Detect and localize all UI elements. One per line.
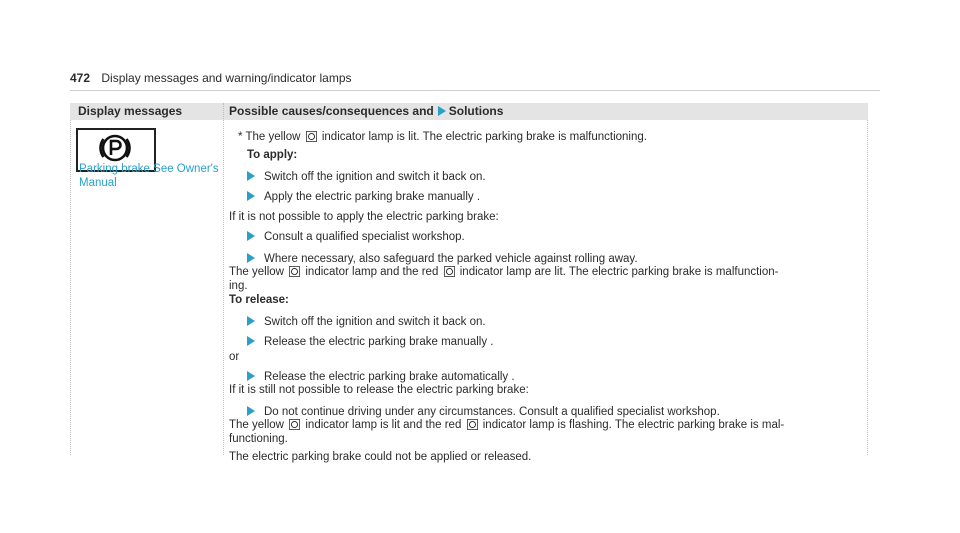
parking-brake-icon	[289, 419, 300, 430]
list-item: Consult a qualified specialist workshop.	[247, 231, 465, 245]
table-header	[70, 103, 868, 120]
page-header	[70, 70, 880, 91]
arrow-right-icon	[247, 336, 255, 346]
arrow-right-icon	[247, 191, 255, 201]
col-header-causes	[229, 103, 503, 120]
divider	[223, 103, 224, 455]
section-heading: To release:	[229, 294, 289, 306]
arrow-right-icon	[247, 371, 255, 381]
text-line: functioning.	[229, 433, 288, 445]
arrow-right-icon	[247, 316, 255, 326]
list-item: Switch off the ignition and switch it back on.	[247, 171, 486, 185]
text-line: ing.	[229, 280, 248, 292]
list-item: Apply the electric parking brake manually .	[247, 191, 480, 205]
text-line: or	[229, 351, 240, 363]
arrow-right-icon	[247, 231, 255, 241]
divider	[867, 120, 868, 455]
page-title: Display messages and warning/indicator lamps	[101, 71, 352, 85]
messages-table	[70, 103, 868, 463]
parking-brake-icon	[306, 131, 317, 142]
list-item: Switch off the ignition and switch it back on.	[247, 316, 486, 330]
list-item: Release the electric parking brake manually .	[247, 336, 493, 350]
section-heading: To apply:	[247, 149, 298, 161]
parking-brake-icon	[444, 266, 455, 277]
text-line: The electric parking brake could not be applied or released.	[229, 451, 532, 463]
parking-brake-link[interactable]: Parking brake See Owner's Manual	[79, 163, 219, 189]
text-line: If it is still not possible to release the electric parking brake:	[229, 384, 529, 396]
parking-brake-icon	[467, 419, 478, 430]
col-header-causes-text: Possible causes/consequences and	[229, 104, 434, 118]
page-number: 472	[70, 71, 91, 85]
text-line: The yellow indicator lamp and the red indicator lamp are lit. The electric parking brake is malfunction-	[229, 266, 779, 278]
list-item: Where necessary, also safeguard the parked vehicle against rolling away.	[247, 253, 638, 267]
arrow-right-icon	[438, 106, 446, 116]
col-header-solutions-text: Solutions	[448, 104, 504, 118]
col-header-display-messages: Display messages	[78, 104, 183, 118]
arrow-right-icon	[247, 253, 255, 263]
arrow-right-icon	[247, 171, 255, 181]
divider	[70, 120, 71, 455]
list-item: Do not continue driving under any circumstances. Consult a qualified specialist workshop.	[247, 406, 720, 420]
arrow-right-icon	[247, 406, 255, 416]
parking-brake-icon	[289, 266, 300, 277]
list-item: Release the electric parking brake automatically .	[247, 371, 515, 385]
text-line: If it is not possible to apply the electric parking brake:	[229, 211, 499, 223]
text-line: The yellow indicator lamp is lit and the red indicator lamp is flashing. The electric parking brake is mal-	[229, 419, 785, 431]
text-line: * The yellow indicator lamp is lit. The electric parking brake is malfunctioning.	[238, 131, 647, 143]
